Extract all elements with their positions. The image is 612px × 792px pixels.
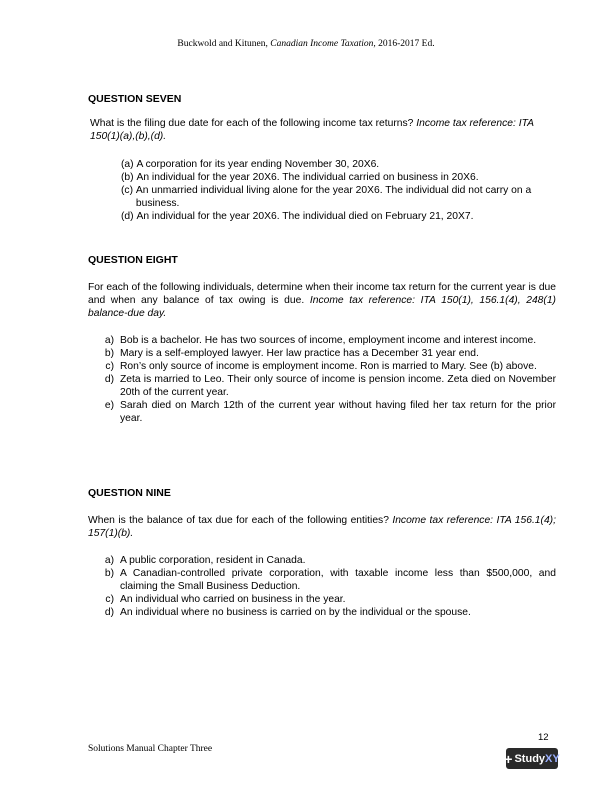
question-nine-reference: Income tax reference: ITA 156.1(4); 157(1)(b). bbox=[88, 515, 556, 539]
item-text: A corporation for its year ending November 30, 20X6. bbox=[136, 159, 380, 170]
list-item bbox=[98, 373, 556, 399]
question-eight-prompt bbox=[88, 281, 556, 320]
question-seven-prompt-text: What is the filing due date for each of the following income tax returns? bbox=[90, 118, 414, 129]
question-nine-prompt-text: When is the balance of tax due for each of the following entities? bbox=[88, 515, 389, 526]
item-text: An unmarried individual living alone for the year 20X6. The individual did not carry on a business. bbox=[135, 185, 532, 209]
studyxy-logo bbox=[506, 748, 558, 769]
item-text: An individual for the year 20X6. The individual carried on business in 20X6. bbox=[136, 172, 479, 183]
list-item bbox=[98, 360, 556, 373]
list-item bbox=[98, 347, 556, 360]
question-nine-title: QUESTION NINE bbox=[88, 487, 171, 499]
item-label: d) bbox=[104, 374, 114, 385]
item-text: Mary is a self-employed lawyer. Her law practice has a December 31 year end. bbox=[120, 348, 479, 359]
list-item bbox=[121, 158, 557, 171]
header-edition: 2016-2017 Ed. bbox=[378, 39, 435, 49]
footer-text: Solutions Manual Chapter Three bbox=[88, 744, 213, 754]
list-item bbox=[98, 567, 556, 593]
list-item bbox=[98, 399, 556, 425]
item-label: d) bbox=[104, 607, 114, 618]
item-label: (d) bbox=[121, 211, 134, 222]
item-text: An individual for the year 20X6. The individual died on February 21, 20X7. bbox=[136, 211, 474, 222]
logo-study-text: Study bbox=[514, 752, 546, 765]
question-seven-list bbox=[121, 158, 557, 223]
item-label: a) bbox=[104, 335, 114, 346]
item-text: Sarah died on March 12th of the current year without having filed her tax return for the prior year. bbox=[120, 400, 556, 424]
question-seven-reference: Income tax reference: ITA 150(1)(a),(b),(d). bbox=[90, 118, 534, 142]
plus-icon: + bbox=[504, 750, 513, 767]
question-nine-list bbox=[98, 554, 556, 619]
list-item bbox=[98, 554, 556, 567]
list-item bbox=[121, 171, 557, 184]
list-item bbox=[121, 210, 557, 223]
question-eight-list bbox=[98, 334, 556, 425]
item-label: (b) bbox=[121, 172, 134, 183]
question-eight-title: QUESTION EIGHT bbox=[88, 254, 178, 266]
question-eight-reference: Income tax reference: ITA 150(1), 156.1(4), 248(1) balance-due day. bbox=[88, 295, 556, 319]
item-label: (c) bbox=[121, 185, 134, 196]
list-item bbox=[121, 184, 557, 210]
item-text: Bob is a bachelor. He has two sources of income, employment income and interest income. bbox=[120, 335, 537, 346]
question-seven-prompt bbox=[90, 117, 556, 143]
item-text: A public corporation, resident in Canada. bbox=[120, 555, 306, 566]
list-item bbox=[98, 593, 556, 606]
list-item bbox=[98, 334, 556, 347]
item-text: Ron’s only source of income is employment income. Ron is married to Mary. See (b) above. bbox=[120, 361, 537, 372]
question-eight-prompt-text: For each of the following individuals, determine when their income tax return for the current year is due and when any balance of tax owing is due. bbox=[88, 282, 556, 306]
item-text: An individual where no business is carried on by the individual or the spouse. bbox=[120, 607, 471, 618]
question-nine-prompt bbox=[88, 514, 556, 540]
item-label: (a) bbox=[121, 159, 134, 170]
header-book-title: Canadian Income Taxation, bbox=[270, 39, 376, 49]
item-label: a) bbox=[104, 555, 114, 566]
item-text: Zeta is married to Leo. Their only source of income is pension income. Zeta died on November 20th of the current year. bbox=[120, 374, 556, 398]
item-label: c) bbox=[105, 594, 114, 605]
question-seven-title: QUESTION SEVEN bbox=[88, 93, 182, 105]
item-text: An individual who carried on business in the year. bbox=[120, 594, 346, 605]
item-label: c) bbox=[105, 361, 114, 372]
running-header bbox=[0, 39, 612, 49]
item-label: b) bbox=[104, 568, 114, 579]
list-item bbox=[98, 606, 556, 619]
item-label: b) bbox=[104, 348, 114, 359]
logo-xy-text: XY bbox=[545, 752, 560, 765]
page-number: 12 bbox=[538, 732, 549, 743]
header-authors: Buckwold and Kitunen, bbox=[177, 39, 268, 49]
item-label: e) bbox=[104, 400, 114, 411]
item-text: A Canadian-controlled private corporation, with taxable income less than $500,000, and claiming the Small Business Deduction. bbox=[120, 568, 556, 592]
